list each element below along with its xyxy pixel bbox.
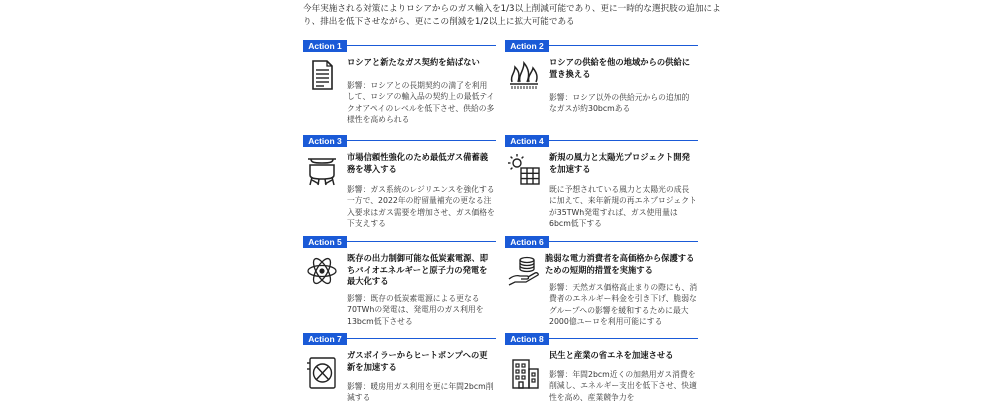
divider <box>347 241 496 242</box>
divider <box>347 338 496 339</box>
building-icon <box>507 355 541 389</box>
action-card-7 <box>303 333 496 403</box>
coins-hand-icon <box>507 254 541 288</box>
action-tag: Action 3 <box>303 135 347 147</box>
divider <box>549 338 698 339</box>
divider <box>347 140 496 141</box>
divider <box>549 140 698 141</box>
action-body: 影響：既存の低炭素電源による更なる70TWhの発電は、発電用のガス利用を13bcm低下させる <box>347 294 484 326</box>
action-body: 影響：天然ガス価格高止まりの際にも、消費者のエネルギー料金を引き下げ、脆弱なグループへの影響を緩和するために最大2000億ユーロを利用可能にする <box>549 283 698 326</box>
divider <box>549 45 698 46</box>
action-tag: Action 4 <box>505 135 549 147</box>
heat-pump-icon <box>305 355 339 389</box>
action-title: ガスボイラーからヒートポンプへの更新を加速する <box>347 350 488 372</box>
action-title: 市場信頼性強化のため最低ガス備蓄義務を導入する <box>347 152 489 174</box>
action-title: 新規の風力と太陽光プロジェクト開発を加速する <box>549 152 690 174</box>
action-tag: Action 2 <box>505 40 549 52</box>
action-title: ロシアと新たなガス契約を結ばない <box>347 57 480 67</box>
action-card-4 <box>505 135 698 231</box>
action-title: 民生と産業の省エネを加速させる <box>549 350 674 360</box>
action-title: 既存の出力制御可能な低炭素電源、即ちバイオエネルギーと原子力の発電を最大化する <box>347 253 489 286</box>
document-icon <box>305 58 339 92</box>
action-card-1 <box>303 40 496 132</box>
action-body: 影響：ロシア以外の供給元からの追加的なガスが約30bcmある <box>549 93 690 114</box>
action-body: 影響：ロシアとの長期契約の満了を利用して、ロシアの輸入品の契約上の最低テイクオアペイのレベルを低下させ、供給の多様性を高められる <box>347 81 495 124</box>
action-body: 影響：年間2bcm近くの加熱用ガス消費を削減し、エネルギー支出を低下させ、快適性を高め、産業競争力を <box>549 370 697 402</box>
action-title: ロシアの供給を他の地域からの供給に置き換える <box>549 57 691 79</box>
action-body: 影響：ガス系統のレジリエンスを強化する一方で、2022年の貯留量補充の更なる注入要求はガス需要を増加させ、ガス価格を下支えする <box>347 185 495 228</box>
action-tag: Action 8 <box>505 333 549 345</box>
action-body: 影響：暖房用ガス利用を更に年間2bcm削減する <box>347 382 494 403</box>
atom-icon <box>305 254 339 288</box>
action-card-2 <box>505 40 698 132</box>
divider <box>549 241 698 242</box>
action-card-6 <box>505 236 698 330</box>
action-title: 脆弱な電力消費者を高価格から保護するための短期的措置を実施する <box>545 253 695 275</box>
action-card-8 <box>505 333 698 400</box>
action-tag: Action 7 <box>303 333 347 345</box>
storage-tank-icon <box>305 153 339 187</box>
action-body: 既に予想されている風力と太陽光の成長に加えて、来年新規の再エネプロジェクトが35TWh発電すれば、ガス使用量は6bcm低下する <box>549 185 697 228</box>
action-tag: Action 6 <box>505 236 549 248</box>
action-tag: Action 1 <box>303 40 347 52</box>
action-card-5 <box>303 236 496 330</box>
flame-icon <box>507 58 541 92</box>
divider <box>347 45 496 46</box>
intro-text: 今年実施される対策によりロシアからのガス輸入を1/3以上削減可能であり、更に一時的な選択肢の追加により、排出を低下させながら、更にこの削減を1/2以上に拡大可能である <box>303 4 721 27</box>
solar-panel-icon <box>507 153 541 187</box>
action-tag: Action 5 <box>303 236 347 248</box>
action-card-3 <box>303 135 496 231</box>
